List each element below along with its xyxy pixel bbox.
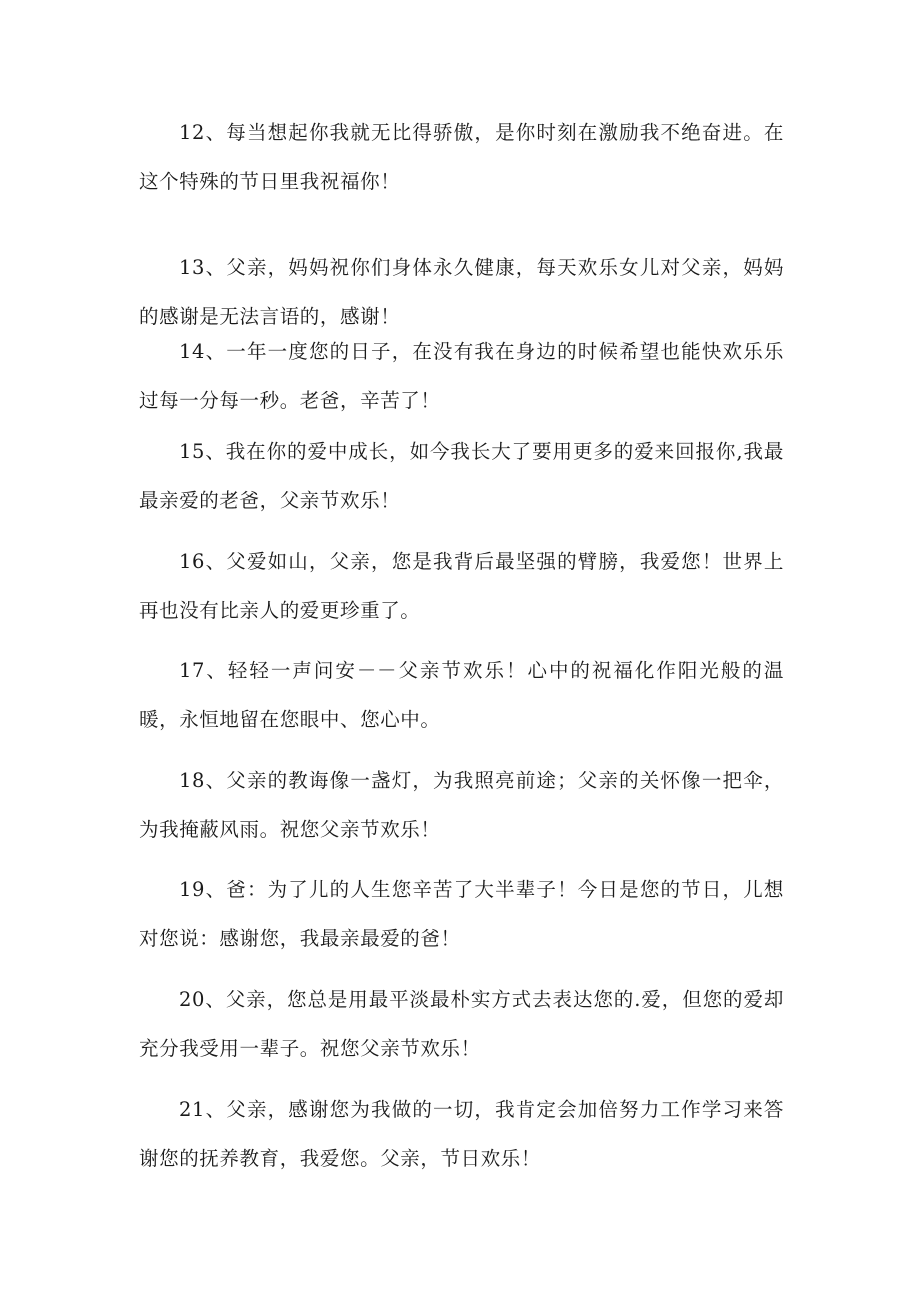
paragraph-15: 15、我在你的爱中成长，如今我长大了要用更多的爱来回报你,我最最亲爱的老爸，父亲节欢乐！ — [139, 440, 784, 512]
paragraph-14: 14、一年一度您的日子，在没有我在身边的时候希望也能快欢乐乐过每一分每一秒。老爸，辛苦了！ — [139, 340, 784, 412]
paragraph-21: 21、父亲，感谢您为我做的一切，我肯定会加倍努力工作学习来答谢您的抚养教育，我爱您。父亲，节日欢乐！ — [139, 1098, 784, 1170]
paragraph-12: 12、每当想起你我就无比得骄傲，是你时刻在激励我不绝奋进。在这个特殊的节日里我祝福你！ — [139, 121, 784, 193]
paragraph-13: 13、父亲，妈妈祝你们身体永久健康，每天欢乐女儿对父亲，妈妈的感谢是无法言语的，感谢！ — [139, 256, 784, 328]
paragraph-16: 16、父爱如山，父亲，您是我背后最坚强的臂膀，我爱您！世界上再也没有比亲人的爱更珍重了。 — [139, 550, 784, 622]
paragraph-17: 17、轻轻一声问安－－父亲节欢乐！心中的祝福化作阳光般的温暖，永恒地留在您眼中、您心中。 — [139, 659, 784, 731]
paragraph-18: 18、父亲的教诲像一盏灯，为我照亮前途；父亲的关怀像一把伞，为我掩蔽风雨。祝您父亲节欢乐！ — [139, 769, 784, 841]
paragraph-20: 20、父亲，您总是用最平淡最朴实方式去表达您的.爱，但您的爱却充分我受用一辈子。祝您父亲节欢乐！ — [139, 988, 784, 1060]
paragraph-19: 19、爸：为了儿的人生您辛苦了大半辈子！今日是您的节日，儿想对您说：感谢您，我最亲最爱的爸！ — [139, 878, 784, 950]
